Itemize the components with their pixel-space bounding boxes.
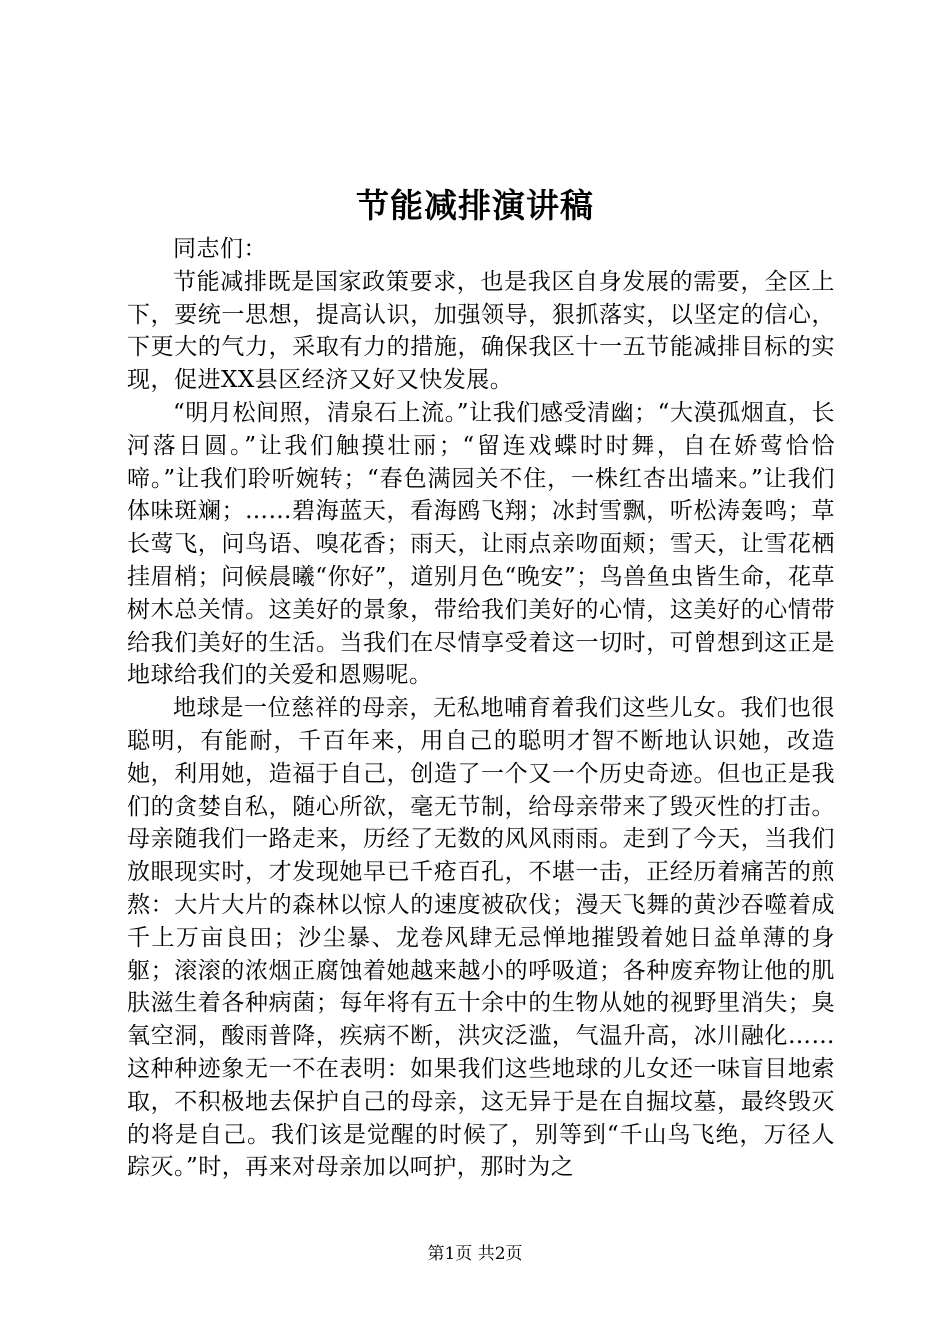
salutation: 同志们： [173, 236, 267, 262]
paragraph-policy: 节能减排既是国家政策要求，也是我区自身发展的需要，全区上下，要统一思想，提高认识，加强领导，狠抓落实，以坚定的信心，下更大的气力，采取有力的措施，确保我区十一五节能减排目标的实现，促进XX县区经济又好又快发展。 [127, 268, 835, 394]
paragraph-earth-mother: 地球是一位慈祥的母亲，无私地哺育着我们这些儿女。我们也很聪明，有能耐，千百年来，用自己的聪明才智不断地认识她，改造她，利用她，造福于自己，创造了一个又一个历史奇迹。但也正是我们的贪婪自私，随心所欲，毫无节制，给母亲带来了毁灭性的打击。母亲随我们一路走来，历经了无数的风风雨雨。走到了今天，当我们放眼现实时，才发现她早已千疮百孔，不堪一击，正经历着痛苦的煎熬：大片大片的森林以惊人的速度被砍伐；漫天飞舞的黄沙吞噬着成千上万亩良田；沙尘暴、龙卷风肆无忌惮地摧毁着她日益单薄的身躯；滚滚的浓烟正腐蚀着她越来越小的呼吸道；各种废弃物让他的肌肤滋生着各种病菌；每年将有五十余中的生物从她的视野里消失；臭氧空洞，酸雨普降，疾病不断，洪灾泛滥，气温升高，冰川融化……这种种迹象无一不在表明：如果我们这些地球的儿女还一味盲目地索取，不积极地去保护自己的母亲，这无异于是在自掘坟墓，最终毁灭的将是自己。我们该是觉醒的时候了，别等到“千山鸟飞绝，万径人踪灭。”时，再来对母亲加以呵护，那时为之 [127, 695, 835, 1181]
document-title: 节能减排演讲稿 [356, 186, 594, 225]
document-body [127, 233, 835, 1184]
page-number-footer: 第1页 共2页 [427, 1244, 523, 1264]
paragraph-nature-scenery: “明月松间照，清泉石上流。”让我们感受清幽；“大漠孤烟直，长河落日圆。”让我们触摸壮丽；“留连戏蝶时时舞，自在娇莺恰恰啼。”让我们聆听婉转；“春色满园关不住，一株红杏出墙来。”让我们体味斑斓；……碧海蓝天，看海鸥飞翔；冰封雪飘，听松涛轰鸣；草长莺飞，问鸟语、嗅花香；雨天，让雨点亲吻面颊；雪天，让雪花栖挂眉梢；问候晨曦“你好”，道别月色“晚安”；鸟兽鱼虫皆生命，花草树木总关情。这美好的景象，带给我们美好的心情，这美好的心情带给我们美好的生活。当我们在尽情享受着这一切时，可曾想到这正是地球给我们的关爱和恩赐呢。 [127, 399, 835, 689]
